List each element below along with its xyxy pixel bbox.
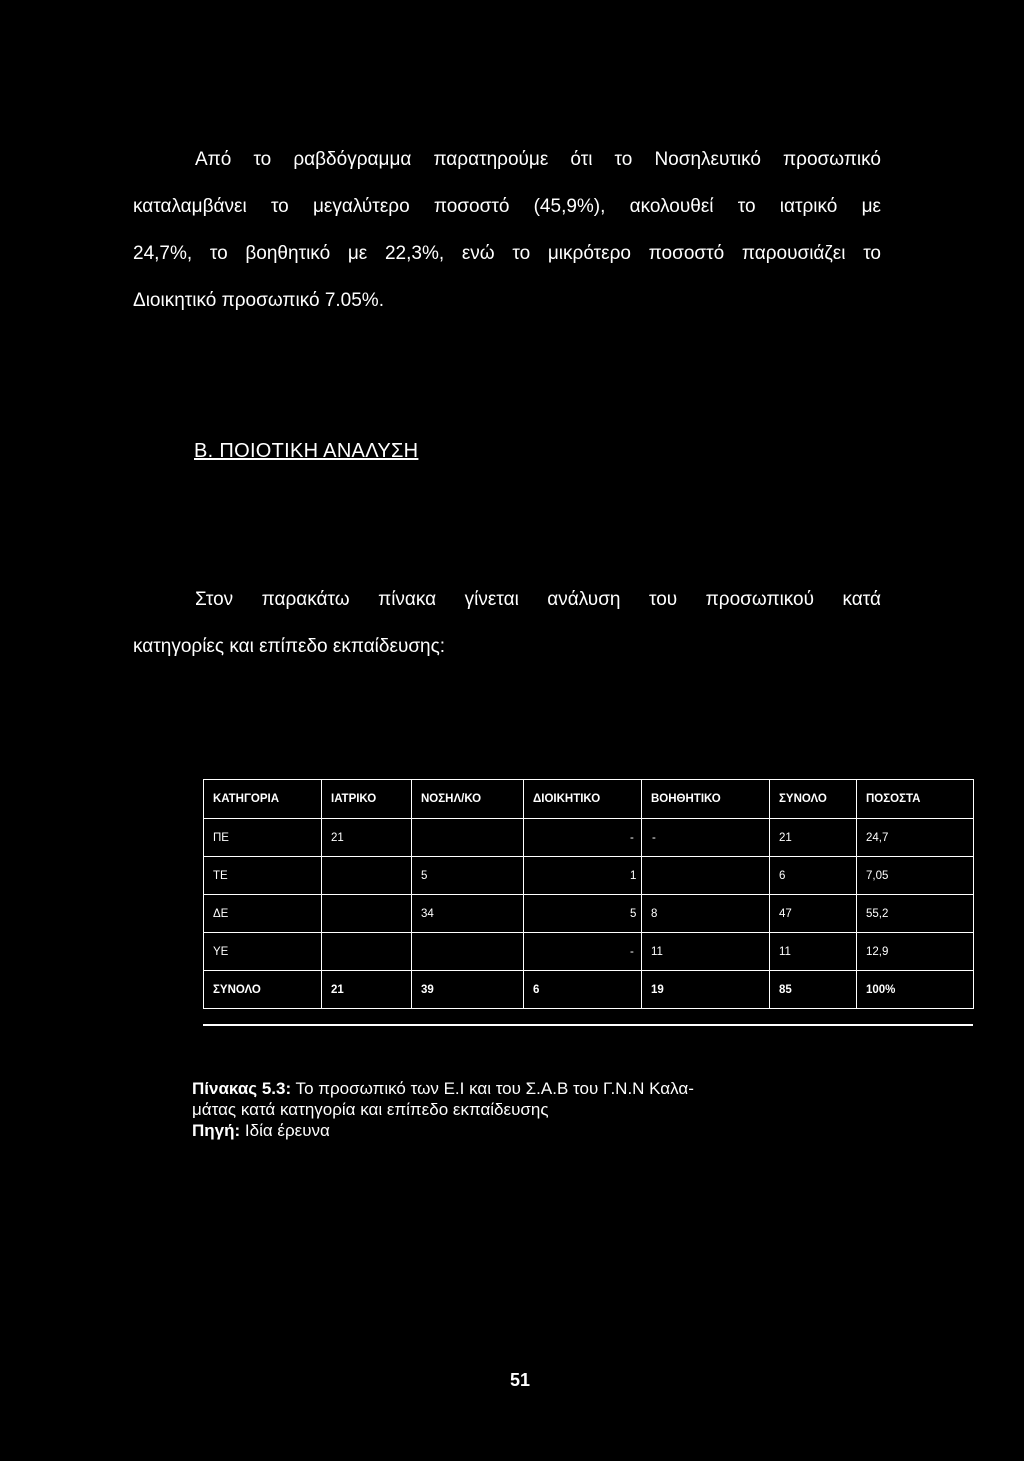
paragraph-line: Διοικητικό προσωπικό 7.05%.: [133, 290, 384, 311]
table-cell: 21: [322, 819, 412, 857]
table-header-row: [204, 780, 974, 819]
paragraph-line: κατηγορίες και επίπεδο εκπαίδευσης:: [133, 636, 446, 657]
table-caption: [192, 1078, 694, 1141]
table-cell: 19: [642, 971, 770, 1009]
table-cell: 8: [642, 895, 770, 933]
table-cell: [412, 933, 524, 971]
paragraph-line: Στον παρακάτω πίνακα γίνεται ανάλυση του προσωπικού κατά: [195, 589, 881, 610]
caption-text: μάτας κατά κατηγορία και επίπεδο εκπαίδευσης: [192, 1100, 549, 1119]
table-cell: -: [524, 819, 642, 857]
caption-label: Πίνακας 5.3:: [192, 1079, 292, 1098]
table-cell: 6: [524, 971, 642, 1009]
table-header-cell: ΠΟΣΟΣΤΑ: [857, 780, 974, 819]
caption-text: Το προσωπικό των Ε.Ι και του Σ.Α.Β του Γ.Ν.Ν Καλα-: [291, 1079, 694, 1098]
table-cell: -: [524, 933, 642, 971]
paragraph-line: 24,7%, το βοηθητικό με 22,3%, ενώ το μικρότερο ποσοστό παρουσιάζει το: [133, 243, 881, 264]
table-cell: 12,9: [857, 933, 974, 971]
table-total-row: [204, 971, 974, 1009]
paragraph-line: Από το ραβδόγραμμα παρατηρούμε ότι το Νοσηλευτικό προσωπικό: [195, 149, 881, 170]
table-cell: [412, 819, 524, 857]
table-cell: 1: [524, 857, 642, 895]
table-cell: ΤΕ: [204, 857, 322, 895]
caption-source-label: Πηγή:: [192, 1121, 241, 1140]
table-cell: [642, 857, 770, 895]
table-cell: 47: [770, 895, 857, 933]
intro-paragraph: [133, 136, 881, 324]
table-cell: ΠΕ: [204, 819, 322, 857]
table-intro-paragraph: [133, 576, 881, 670]
table-cell: 34: [412, 895, 524, 933]
table-row: [204, 819, 974, 857]
table-cell: 5: [412, 857, 524, 895]
table-cell: 24,7: [857, 819, 974, 857]
table-header-cell: ΔΙΟΙΚΗΤΙΚΟ: [524, 780, 642, 819]
table-cell: ΔΕ: [204, 895, 322, 933]
table-cell: 21: [322, 971, 412, 1009]
table-cell: [322, 895, 412, 933]
table-header-cell: ΣΥΝΟΛΟ: [770, 780, 857, 819]
table-row: [204, 933, 974, 971]
table-cell: 7,05: [857, 857, 974, 895]
table-cell: [322, 933, 412, 971]
table-cell: 6: [770, 857, 857, 895]
table-header-cell: ΚΑΤΗΓΟΡΙΑ: [204, 780, 322, 819]
staff-table-container: [203, 779, 973, 1027]
table-cell: 100%: [857, 971, 974, 1009]
page-number: 51: [509, 1370, 531, 1390]
table-cell: 5: [524, 895, 642, 933]
table-cell: 85: [770, 971, 857, 1009]
table-cell: ΥΕ: [204, 933, 322, 971]
table-cell: 11: [770, 933, 857, 971]
table-cell: 55,2: [857, 895, 974, 933]
table-header-cell: ΙΑΤΡΙΚΟ: [322, 780, 412, 819]
table-cell: 11: [642, 933, 770, 971]
table-cell: -: [642, 819, 770, 857]
section-heading: Β. ΠΟΙΟΤΙΚΗ ΑΝΑΛΥΣΗ: [194, 440, 419, 462]
table-cell: 21: [770, 819, 857, 857]
caption-source-text: Ιδία έρευνα: [240, 1121, 330, 1140]
table-row: [204, 857, 974, 895]
staff-table: [203, 779, 974, 1009]
table-cell: [322, 857, 412, 895]
table-bottom-rule: [203, 1024, 973, 1026]
table-row: [204, 895, 974, 933]
table-header-cell: ΒΟΗΘΗΤΙΚΟ: [642, 780, 770, 819]
table-cell: ΣΥΝΟΛΟ: [204, 971, 322, 1009]
table-cell: 39: [412, 971, 524, 1009]
paragraph-line: καταλαμβάνει το μεγαλύτερο ποσοστό (45,9%), ακολουθεί το ιατρικό με: [133, 196, 881, 217]
table-header-cell: ΝΟΣΗΛ/ΚΟ: [412, 780, 524, 819]
